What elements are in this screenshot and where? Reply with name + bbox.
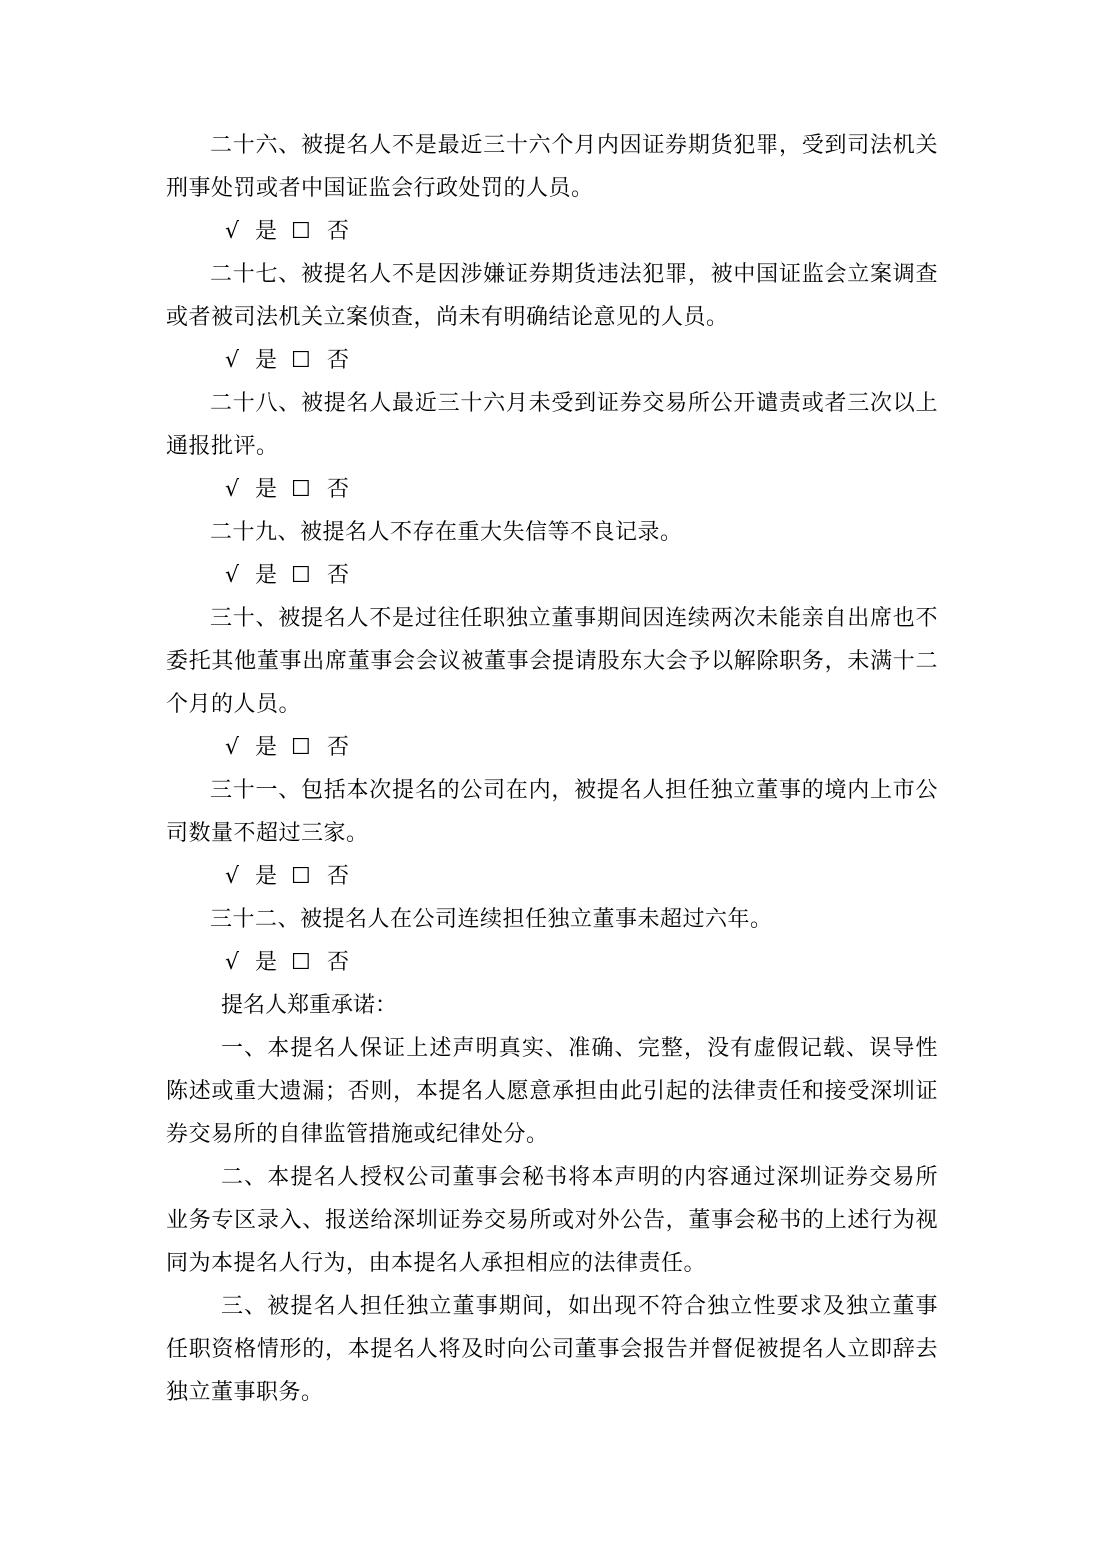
commitment-paragraph-3: 三、被提名人担任独立董事期间，如出现不符合独立性要求及独立董事任职资格情形的，本提名人将及时向公司董事会报告并督促被提名人立即辞去独立董事职务。 [166, 1294, 938, 1405]
item-27-answer [166, 339, 938, 382]
item-30-answer [166, 726, 938, 769]
item-32-answer [166, 941, 938, 984]
no-label: 否 [327, 864, 350, 889]
no-label: 否 [327, 348, 350, 373]
check-mark-icon: √ [225, 477, 240, 502]
yes-label: 是 [255, 864, 278, 889]
check-mark-icon: √ [225, 950, 240, 975]
item-30-text: 三十、被提名人不是过往任职独立董事期间因连续两次未能亲自出席也不委托其他董事出席董事会会议被董事会提请股东大会予以解除职务，未满十二个月的人员。 [166, 606, 938, 717]
yes-label: 是 [255, 563, 278, 588]
empty-checkbox-icon: ☐ [291, 477, 311, 502]
empty-checkbox-icon: ☐ [291, 219, 311, 244]
yes-label: 是 [255, 219, 278, 244]
commitment-paragraph-1: 一、本提名人保证上述声明真实、准确、完整，没有虚假记载、误导性陈述或重大遗漏；否则，本提名人愿意承担由此引起的法律责任和接受深圳证券交易所的自律监管措施或纪律处分。 [166, 1036, 938, 1147]
item-31-text: 三十一、包括本次提名的公司在内，被提名人担任独立董事的境内上市公司数量不超过三家。 [166, 778, 938, 846]
item-31-answer [166, 855, 938, 898]
item-28-answer [166, 468, 938, 511]
check-mark-icon: √ [225, 735, 240, 760]
commitment-heading: 提名人郑重承诺： [221, 993, 398, 1018]
check-mark-icon: √ [225, 219, 240, 244]
commitment-paragraph-2: 二、本提名人授权公司董事会秘书将本声明的内容通过深圳证券交易所业务专区录入、报送给深圳证券交易所或对外公告，董事会秘书的上述行为视同为本提名人行为，由本提名人承担相应的法律责任。 [166, 1165, 938, 1276]
yes-label: 是 [255, 735, 278, 760]
empty-checkbox-icon: ☐ [291, 864, 311, 889]
yes-label: 是 [255, 348, 278, 373]
check-mark-icon: √ [225, 864, 240, 889]
item-32-text: 三十二、被提名人在公司连续担任独立董事未超过六年。 [210, 907, 773, 932]
no-label: 否 [327, 477, 350, 502]
check-mark-icon: √ [225, 563, 240, 588]
empty-checkbox-icon: ☐ [291, 950, 311, 975]
empty-checkbox-icon: ☐ [291, 348, 311, 373]
no-label: 否 [327, 735, 350, 760]
item-28-text: 二十八、被提名人最近三十六月未受到证券交易所公开谴责或者三次以上通报批评。 [166, 391, 938, 459]
yes-label: 是 [255, 477, 278, 502]
empty-checkbox-icon: ☐ [291, 735, 311, 760]
empty-checkbox-icon: ☐ [291, 563, 311, 588]
item-26-answer [166, 210, 938, 253]
item-29-text: 二十九、被提名人不存在重大失信等不良记录。 [210, 520, 683, 545]
yes-label: 是 [255, 950, 278, 975]
item-26-text: 二十六、被提名人不是最近三十六个月内因证券期货犯罪，受到司法机关刑事处罚或者中国证监会行政处罚的人员。 [166, 133, 938, 201]
item-27-text: 二十七、被提名人不是因涉嫌证券期货违法犯罪，被中国证监会立案调查或者被司法机关立案侦查，尚未有明确结论意见的人员。 [166, 262, 938, 330]
check-mark-icon: √ [225, 348, 240, 373]
no-label: 否 [327, 219, 350, 244]
document-page [166, 124, 938, 1414]
item-29-answer [166, 554, 938, 597]
no-label: 否 [327, 563, 350, 588]
no-label: 否 [327, 950, 350, 975]
